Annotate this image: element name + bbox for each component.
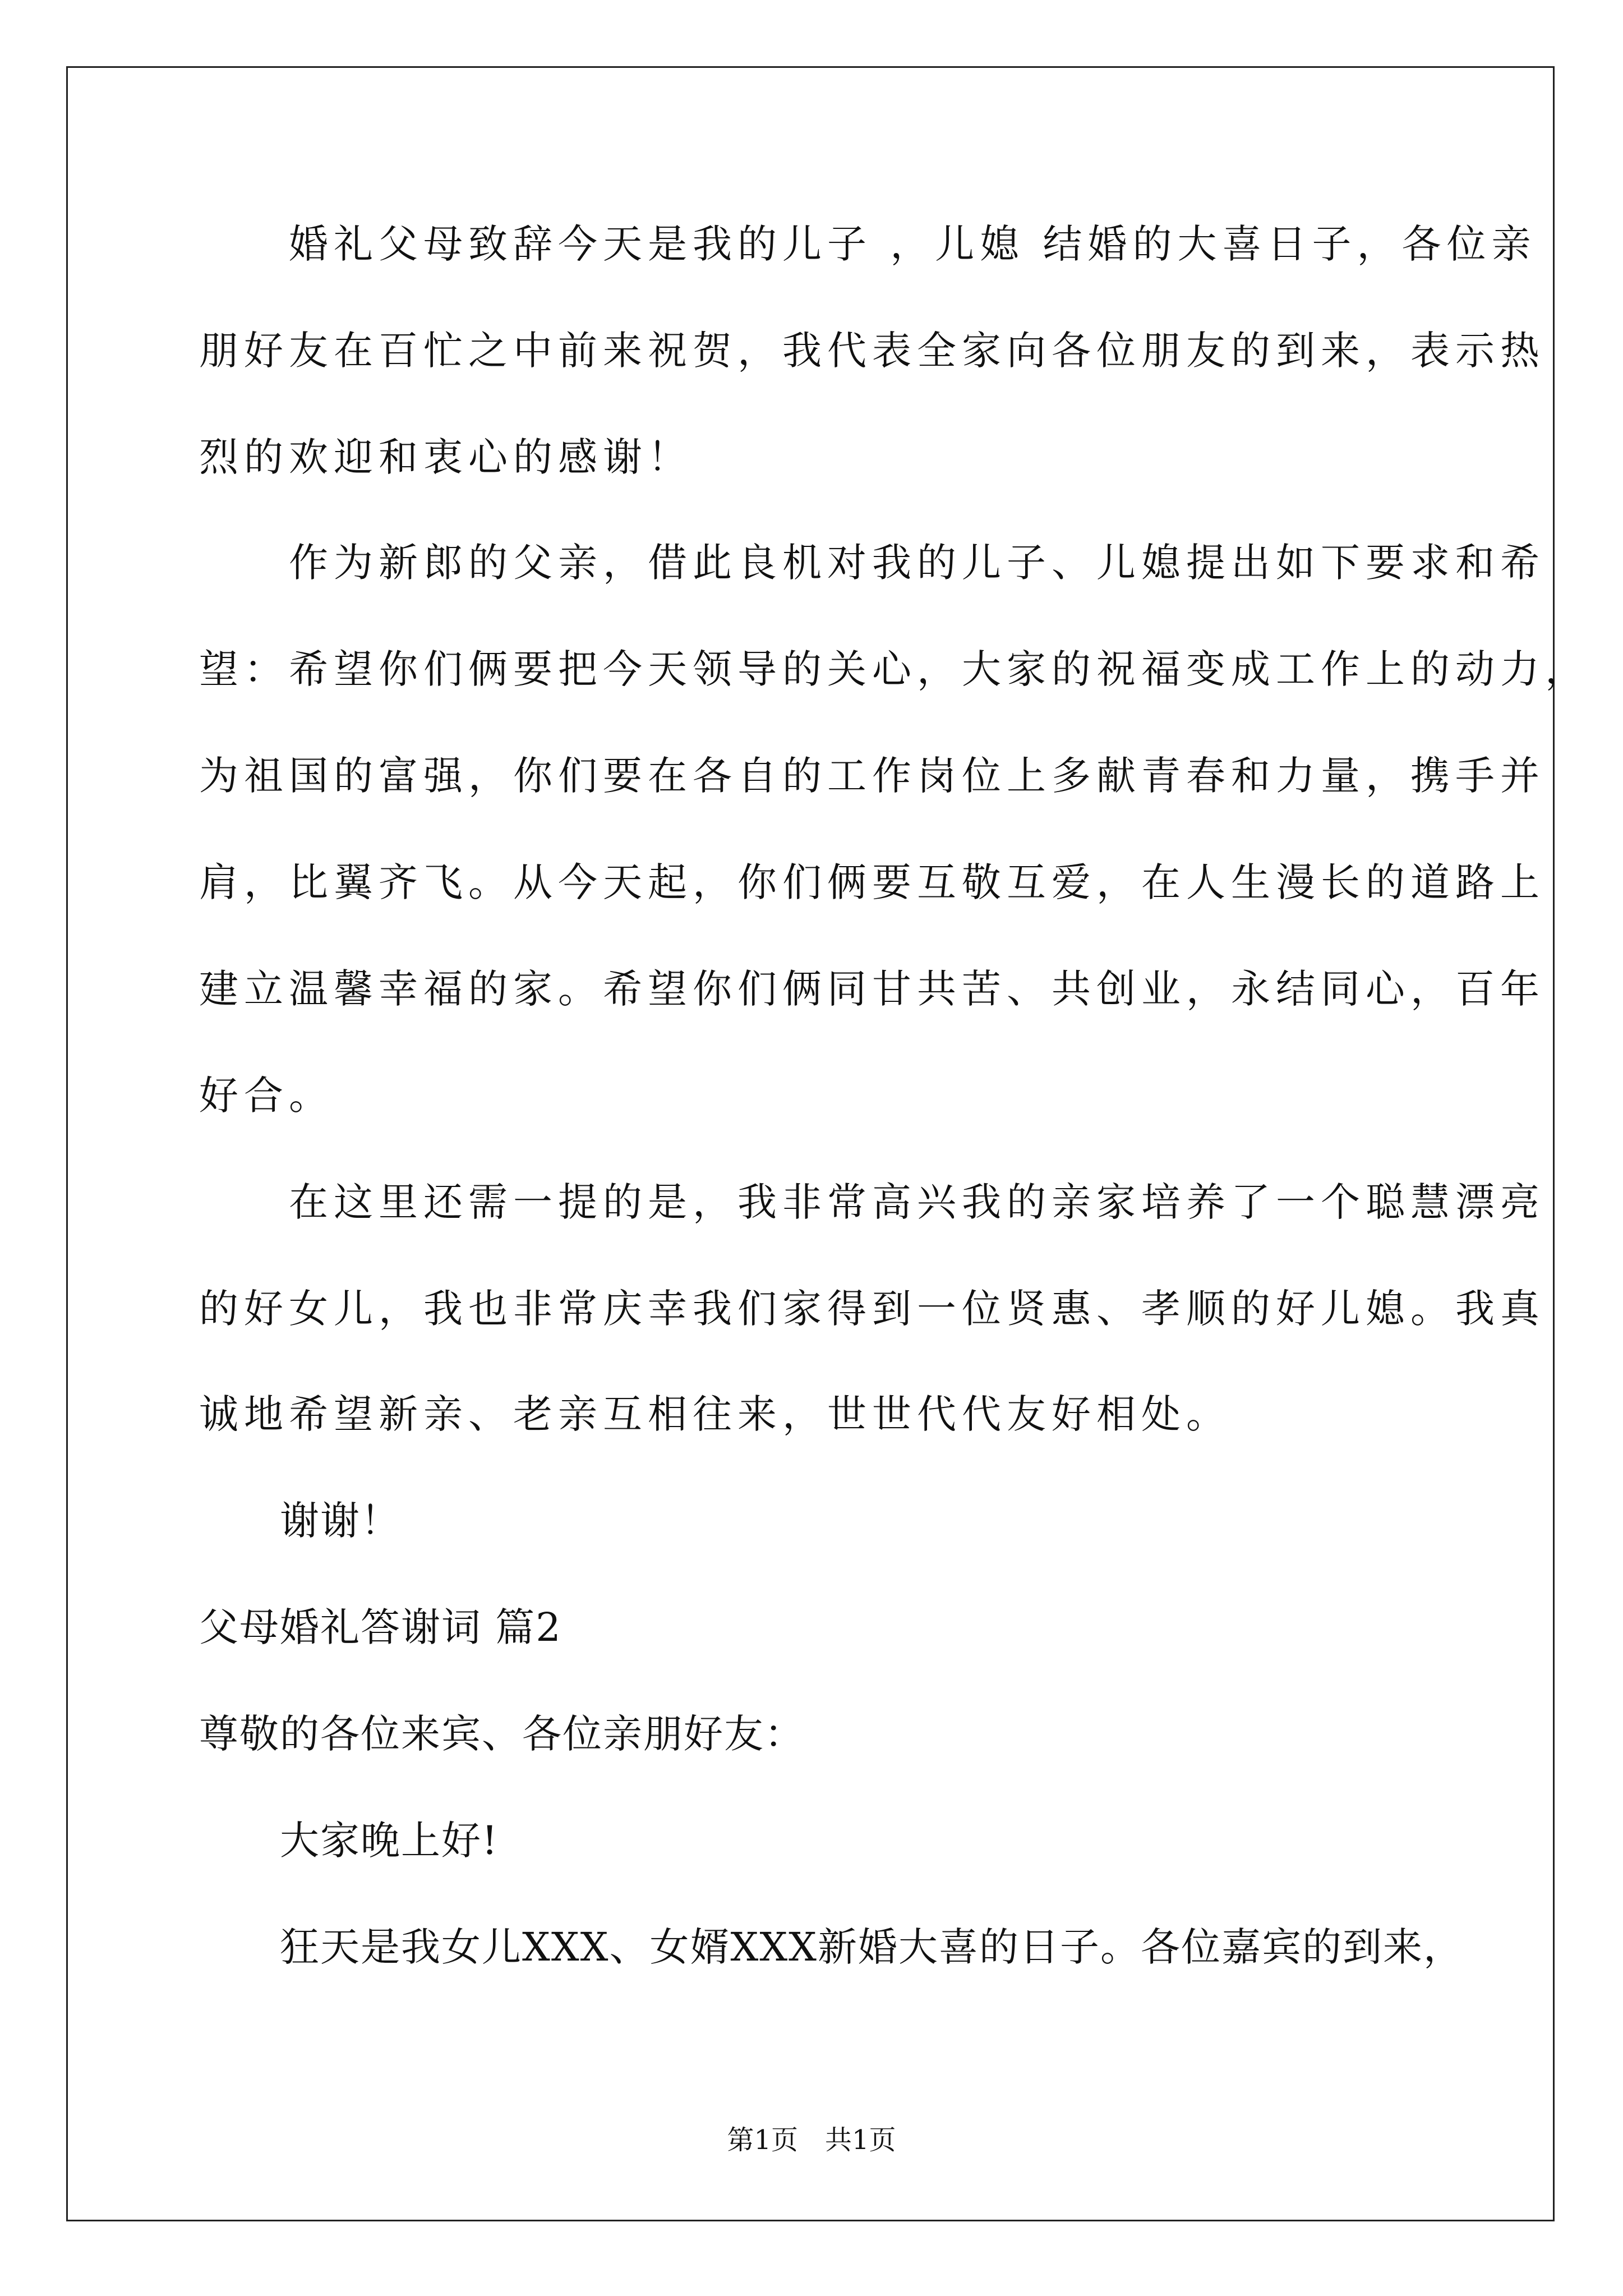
- paragraph-line: 烈的欢迎和衷心的感谢！: [199, 434, 693, 480]
- paragraph-line: 狂天是我女儿XXX、女婿XXX新婚大喜的日子。各位嘉宾的到来，: [199, 1924, 1464, 1970]
- greeting-line: 大家晚上好!: [199, 1818, 499, 1864]
- paragraph-line: 婚礼父母致辞今天是我的儿子 ，儿媳 结婚的大喜日子，各位亲: [199, 221, 1537, 267]
- paragraph-line: 为祖国的富强，你们要在各自的工作岗位上多献青春和力量，携手并: [199, 753, 1545, 799]
- page-border: [66, 66, 1555, 2221]
- paragraph-line: 诚地希望新亲、老亲互相往来，世世代代友好相处。: [199, 1391, 1231, 1437]
- paragraph-line: 的好女儿，我也非常庆幸我们家得到一位贤惠、孝顺的好儿媳。我真: [199, 1286, 1545, 1332]
- paragraph-line: 朋好友在百忙之中前来祝贺，我代表全家向各位朋友的到来，表示热: [199, 328, 1545, 374]
- paragraph-line: 在这里还需一提的是，我非常高兴我的亲家培养了一个聪慧漂亮: [199, 1179, 1545, 1225]
- page-footer: 第1页 共1页: [727, 2124, 896, 2156]
- paragraph-line: 好合。: [199, 1073, 334, 1119]
- paragraph-line: 望：希望你们俩要把今天领导的关心，大家的祝福变成工作上的动力，: [199, 646, 1590, 692]
- closing-thanks: 谢谢！: [199, 1498, 401, 1544]
- paragraph-line: 建立温馨幸福的家。希望你们俩同甘共苦、共创业，永结同心，百年: [199, 966, 1545, 1012]
- salutation: 尊敬的各位来宾、各位亲朋好友：: [199, 1711, 805, 1757]
- section-heading: 父母婚礼答谢词 篇2: [199, 1604, 562, 1650]
- paragraph-line: 肩，比翼齐飞。从今天起，你们俩要互敬互爱，在人生漫长的道路上: [199, 859, 1545, 905]
- paragraph-line: 作为新郎的父亲，借此良机对我的儿子、儿媳提出如下要求和希: [199, 540, 1545, 586]
